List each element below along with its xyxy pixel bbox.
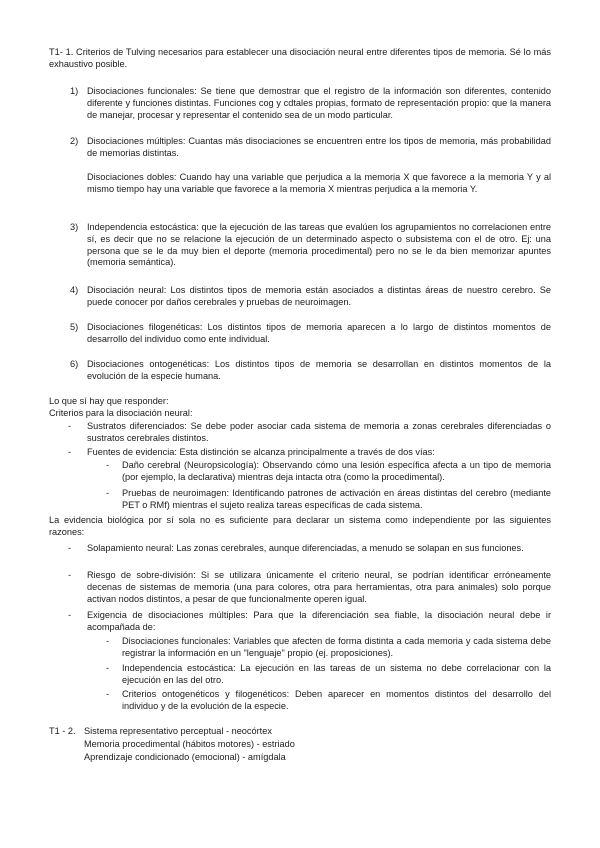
- criteria-sub-item: Daño cerebral (Neuropsicología): Observando cómo una lesión específica afecta a un tipo de memoria (por ejemplo, la declarativa) mientras deja intacta otra (como la procedimental).: [122, 460, 551, 482]
- reason-item: Riesgo de sobre-división: Si se utilizara únicamente el criterio neural, se podrían identificar erróneamente decenas de sistemas de memoria (una para colores, otra para herramientas, otra para animales) solo porque activan nodos distintos, a pesar de que funcionalmente operen igual.: [87, 570, 551, 604]
- list-item-extra: Disociaciones dobles: Cuando hay una variable que perjudica a la memoria X que favorece a la memoria Y y al mismo tiempo hay una variable que favorece a la memoria X mientras perjudica a la memoria Y.: [87, 172, 551, 194]
- list-item-text: Disociaciones funcionales: Se tiene que demostrar que el registro de la información son diferentes, contenido diferente y funciones distintas. Funciones cog y cdtales propias, formato de representación propio: que la manera de manejar, procesar y representar el contenido sea de un modo particular.: [87, 86, 551, 120]
- sub-bullet-dash: -: [106, 636, 110, 646]
- reason-sub-item: Criterios ontogenéticos y filogenéticos: Deben aparecer en momentos distintos del desarrollo del individuo y de la evolución de la especie.: [122, 689, 551, 711]
- list-number: 3): [70, 222, 79, 232]
- list-number: 4): [70, 285, 79, 295]
- t12-label: T1 - 2.: [49, 726, 76, 736]
- sub-bullet-dash: -: [106, 488, 110, 498]
- t12-line: Sistema representativo perceptual - neocórtex: [84, 726, 272, 736]
- list-item-text: Disociaciones filogenéticas: Los distintos tipos de memoria aparecen a lo largo de distintos momentos de desarrollo del individuo como ente individual.: [87, 322, 551, 344]
- t12-line: Memoria procedimental (hábitos motores) - estriado: [84, 739, 295, 749]
- criteria-intro: Criterios para la disociación neural:: [49, 408, 193, 418]
- reason-item: Solapamiento neural: Las zonas cerebrales, aunque diferenciadas, a menudo se solapan en sus funciones.: [87, 543, 524, 553]
- bullet-dash: -: [68, 610, 72, 620]
- sub-bullet-dash: -: [106, 460, 110, 470]
- criteria-item: Fuentes de evidencia: Esta distinción se alcanza principalmente a través de dos vías:: [87, 447, 435, 457]
- reason-sub-item: Independencia estocástica: La ejecución en las tareas de un sistema no debe correlacionar con la ejecución en las del otro.: [122, 663, 551, 685]
- answer-intro: Lo que sí hay que responder:: [49, 396, 169, 406]
- criteria-item: Sustratos diferenciados: Se debe poder asociar cada sistema de memoria a zonas cerebrales diferenciadas o sustratos cerebrales distintos.: [87, 421, 551, 443]
- bullet-dash: -: [68, 421, 72, 431]
- t12-line: Aprendizaje condicionado (emocional) - amígdala: [84, 752, 286, 762]
- list-item-text: Disociaciones ontogenéticas: Los distintos tipos de memoria se desarrollan en distintos momentos de la evolución de la especie humana.: [87, 359, 551, 381]
- list-number: 6): [70, 359, 79, 369]
- bullet-dash: -: [68, 447, 72, 457]
- list-item-text: Independencia estocástica: que la ejecución de las tareas que evalúen los agrupamientos no correlacionen entre sí, es decir que no se relacione la ejecución de un determinado aspecto o subsistema con el de otro. Ej: una persona que se le da muy bien el deporte (memoria procedimental) pero no se le da bien memorizar apuntes (memoria semántica).: [87, 222, 551, 268]
- question-heading: T1- 1. Criterios de Tulving necesarios para establecer una disociación neural entre diferentes tipos de memoria. Sé lo más exhaustivo posible.: [49, 47, 551, 69]
- list-item-text: Disociaciones múltiples: Cuantas más disociaciones se encuentren entre los tipos de memoria, más probabilidad de memorias distintas.: [87, 136, 551, 158]
- list-number: 5): [70, 322, 79, 332]
- bullet-dash: -: [68, 543, 72, 553]
- reason-sub-item: Disociaciones funcionales: Variables que afecten de forma distinta a cada memoria y cada sistema debe registrar la información en un "lenguaje" propio (ej. proposiciones).: [122, 636, 551, 658]
- list-number: 2): [70, 136, 79, 146]
- bullet-dash: -: [68, 570, 72, 580]
- list-item-text: Disociación neural: Los distintos tipos de memoria están asociados a distintas áreas de nuestro cerebro. Se puede conocer por daños cerebrales y pruebas de neuroimagen.: [87, 285, 551, 307]
- reason-item: Exigencia de disociaciones múltiples: Para que la diferenciación sea fiable, la disociación neural debe ir acompañada de:: [87, 610, 551, 632]
- list-number: 1): [70, 86, 79, 96]
- sub-bullet-dash: -: [106, 663, 110, 673]
- sub-bullet-dash: -: [106, 689, 110, 699]
- evidence-paragraph: La evidencia biológica por sí sola no es suficiente para declarar un sistema como independiente por las siguientes razones:: [49, 515, 551, 537]
- criteria-sub-item: Pruebas de neuroimagen: Identificando patrones de activación en áreas distintas del cerebro (mediante PET o RMf) mientras el sujeto realiza tareas específicas de cada sistema.: [122, 488, 551, 510]
